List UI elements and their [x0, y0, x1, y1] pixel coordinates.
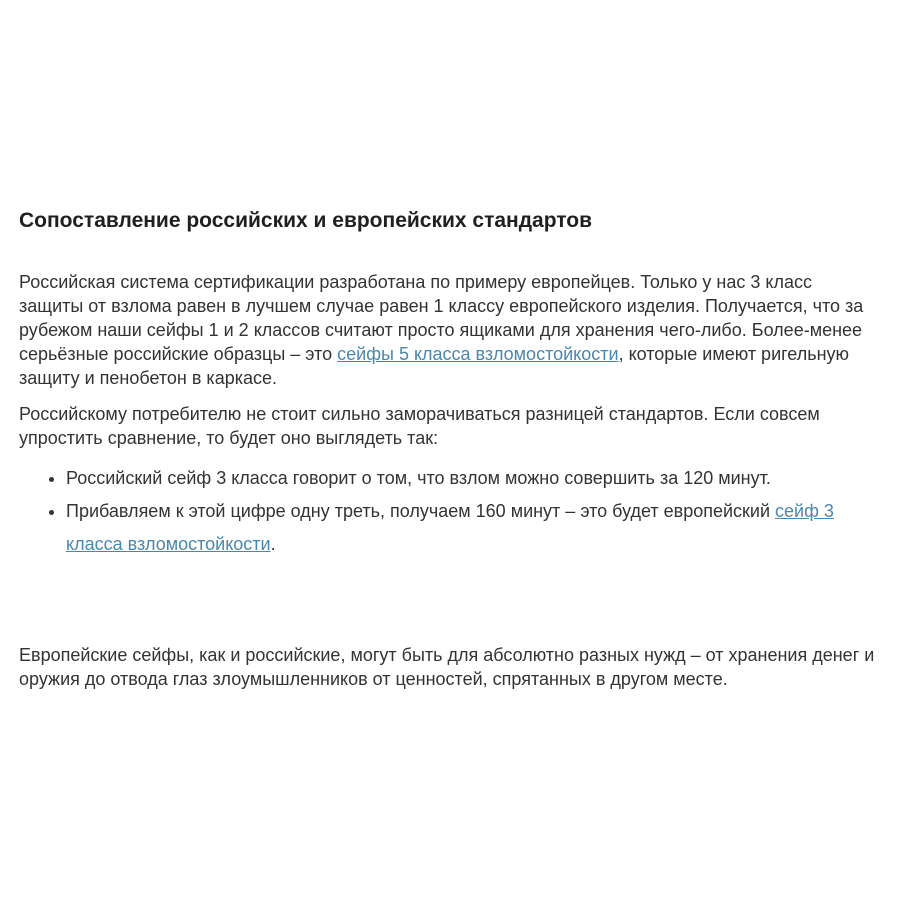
empty-space — [19, 573, 880, 643]
text-segment: Российскому потребителю не стоит сильно заморачиваться разницей стандартов. Если совсем упростить сравнение, то будет оно выглядеть так: — [19, 404, 820, 448]
section-heading: Сопоставление российских и европейских стандартов — [19, 209, 593, 232]
list-item-russian-safe — [66, 462, 880, 495]
link-safes-5th-class[interactable]: сейфы 5 класса взломостойкости — [337, 344, 619, 364]
text-segment: Прибавляем к этой цифре одну треть, получаем 160 минут – это будет европейский — [66, 501, 776, 521]
paragraph-certification — [19, 270, 880, 390]
text-segment: , которые имеют ригельную защиту и пенобетон в каркасе. — [19, 344, 850, 388]
link-safe-3rd-class[interactable]: сейф 3 класса взломостойкости — [66, 501, 834, 554]
text-segment: Российская система сертификации разработана по примеру европейцев. Только у нас 3 класс защиты от взлома равен в лучшем случае равен 1 классу европейского изделия. Получается, что за рубежом наши сейфы 1 и 2 классов считают просто ящиками для хранения чего-либо. Более-менее серьёзные российские образцы – это — [19, 272, 864, 364]
text-segment: . — [270, 534, 276, 554]
comparison-list — [19, 462, 880, 561]
paragraph-consumer — [19, 402, 880, 450]
text-segment: Российский сейф 3 класса говорит о том, что взлом можно совершить за 120 минут. — [66, 468, 771, 488]
list-item-european-safe — [66, 495, 880, 561]
text-segment: Европейские сейфы, как и российские, могут быть для абсолютно разных нужд – от хранения денег и оружия до отвода глаз злоумышленников от ценностей, спрятанных в другом месте. — [19, 645, 875, 689]
paragraph-european-safes — [19, 643, 880, 691]
